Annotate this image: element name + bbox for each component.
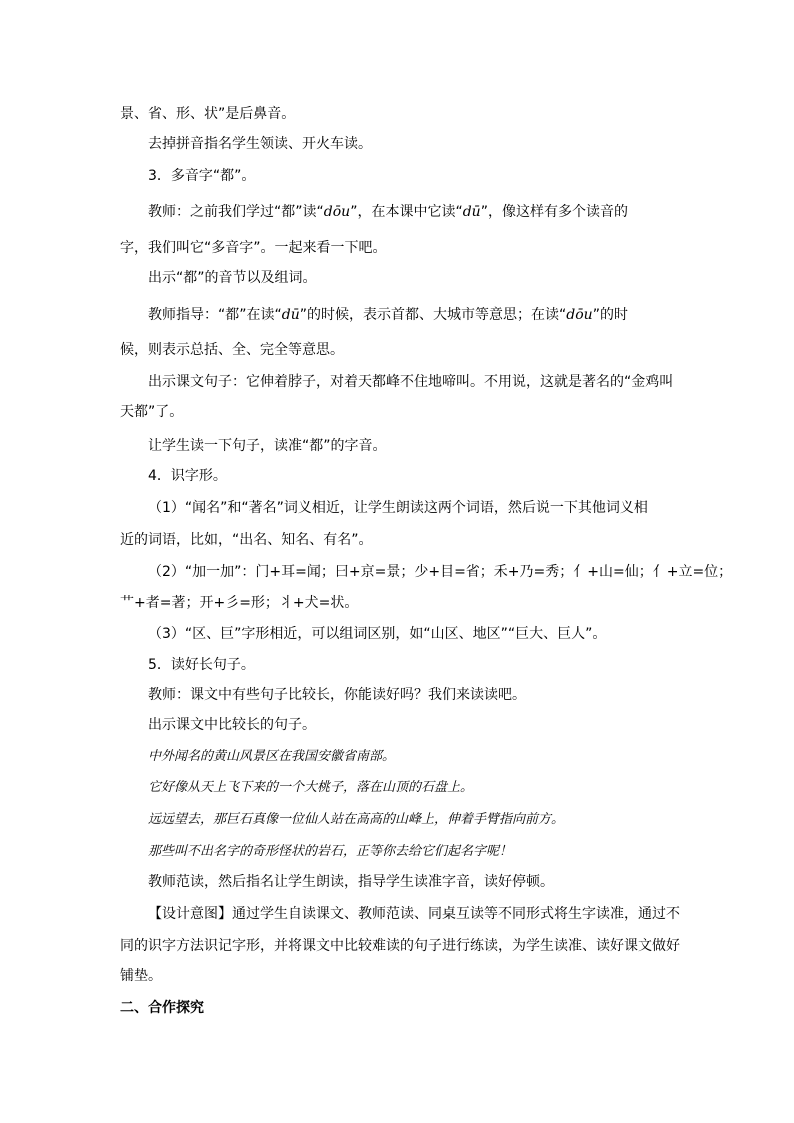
paragraph-line: （2）“加一加”：门+耳=闻；曰+京=景；少+目=省；禾+乃=秀；亻+山=仙；亻+立=位；: [148, 564, 733, 580]
paragraph-line: （3）“区、巨”字形相近，可以组词区别，如“山区、地区”“巨大、巨人”。: [148, 626, 607, 642]
example-sentence: 那些叫不出名字的奇形怪状的岩石，正等你去给它们起名字呢！: [148, 844, 513, 859]
paragraph-line: 教师：课文中有些句子比较长，你能读好吗？我们来读读吧。: [148, 687, 526, 703]
example-sentence: 远远望去，那巨石真像一位仙人站在高高的山峰上，伸着手臂指向前方。: [148, 812, 565, 827]
paragraph-line: （1）“闻名”和“著名”词义相近，让学生朗读这两个词语，然后说一下其他词义相: [148, 500, 648, 516]
paragraph-line: 出示课文句子：它伸着脖子，对着天都峰不住地啼叫。不用说，这就是著名的“金鸡叫: [148, 374, 674, 390]
paragraph-line: [148, 202, 628, 222]
section-heading: 5．读好长句子。: [148, 657, 255, 673]
paragraph-line: 候，则表示总括、全、完全等意思。: [120, 342, 344, 358]
text-segment: ”的时候，表示首都、大城市等意思；在读“: [299, 307, 567, 323]
paragraph-line: 天都”了。: [120, 404, 184, 420]
paragraph-line: 艹+者=著；开+彡=形；丬+犬=状。: [120, 595, 359, 611]
paragraph-line: 出示课文中比较长的句子。: [148, 717, 316, 733]
section-heading: 3．多音字“都”。: [148, 168, 256, 184]
design-intent-line: 【设计意图】通过学生自读课文、教师范读、同桌互读等不同形式将生字读准，通过不: [148, 906, 680, 922]
pinyin-text: dōu: [566, 307, 593, 323]
section-heading: 4．识字形。: [148, 468, 227, 484]
text-segment: ”，在本课中它读“: [350, 204, 463, 220]
example-sentence: 中外闻名的黄山风景区在我国安徽省南部。: [148, 749, 396, 764]
paragraph-line: 去掉拼音指名学生领读、开火车读。: [148, 136, 372, 152]
text-segment: 教师指导：“都”在读“: [148, 307, 282, 323]
section-title: 二、合作探究: [120, 1000, 204, 1016]
design-intent-line: 铺垫。: [120, 968, 162, 984]
paragraph-line: 出示“都”的音节以及组词。: [148, 270, 317, 286]
paragraph-line: [148, 305, 628, 325]
paragraph-line: 让学生读一下句子，读准“都”的字音。: [148, 438, 387, 454]
paragraph-line: 近的词语，比如，“出名、知名、有名”。: [120, 532, 373, 548]
text-segment: ”，像这样有多个读音的: [480, 204, 628, 220]
pinyin-text: dū: [281, 307, 300, 323]
text-segment: ”的时: [592, 307, 628, 323]
pinyin-text: dū: [462, 204, 481, 220]
paragraph-line: 字，我们叫它“多音字”。一起来看一下吧。: [120, 240, 387, 256]
paragraph-line: 教师范读，然后指名让学生朗读，指导学生读准字音，读好停顿。: [148, 874, 554, 890]
text-segment: 教师：之前我们学过“都”读“: [148, 204, 324, 220]
example-sentence: 它好像从天上飞下来的一个大桃子，落在山顶的石盘上。: [148, 780, 474, 795]
pinyin-text: dōu: [323, 204, 351, 220]
design-intent-line: 同的识字方法识记字形，并将课文中比较难读的句子进行练读，为学生读准、读好课文做好: [120, 938, 680, 954]
paragraph-line: 景、省、形、状”是后鼻音。: [120, 106, 296, 122]
